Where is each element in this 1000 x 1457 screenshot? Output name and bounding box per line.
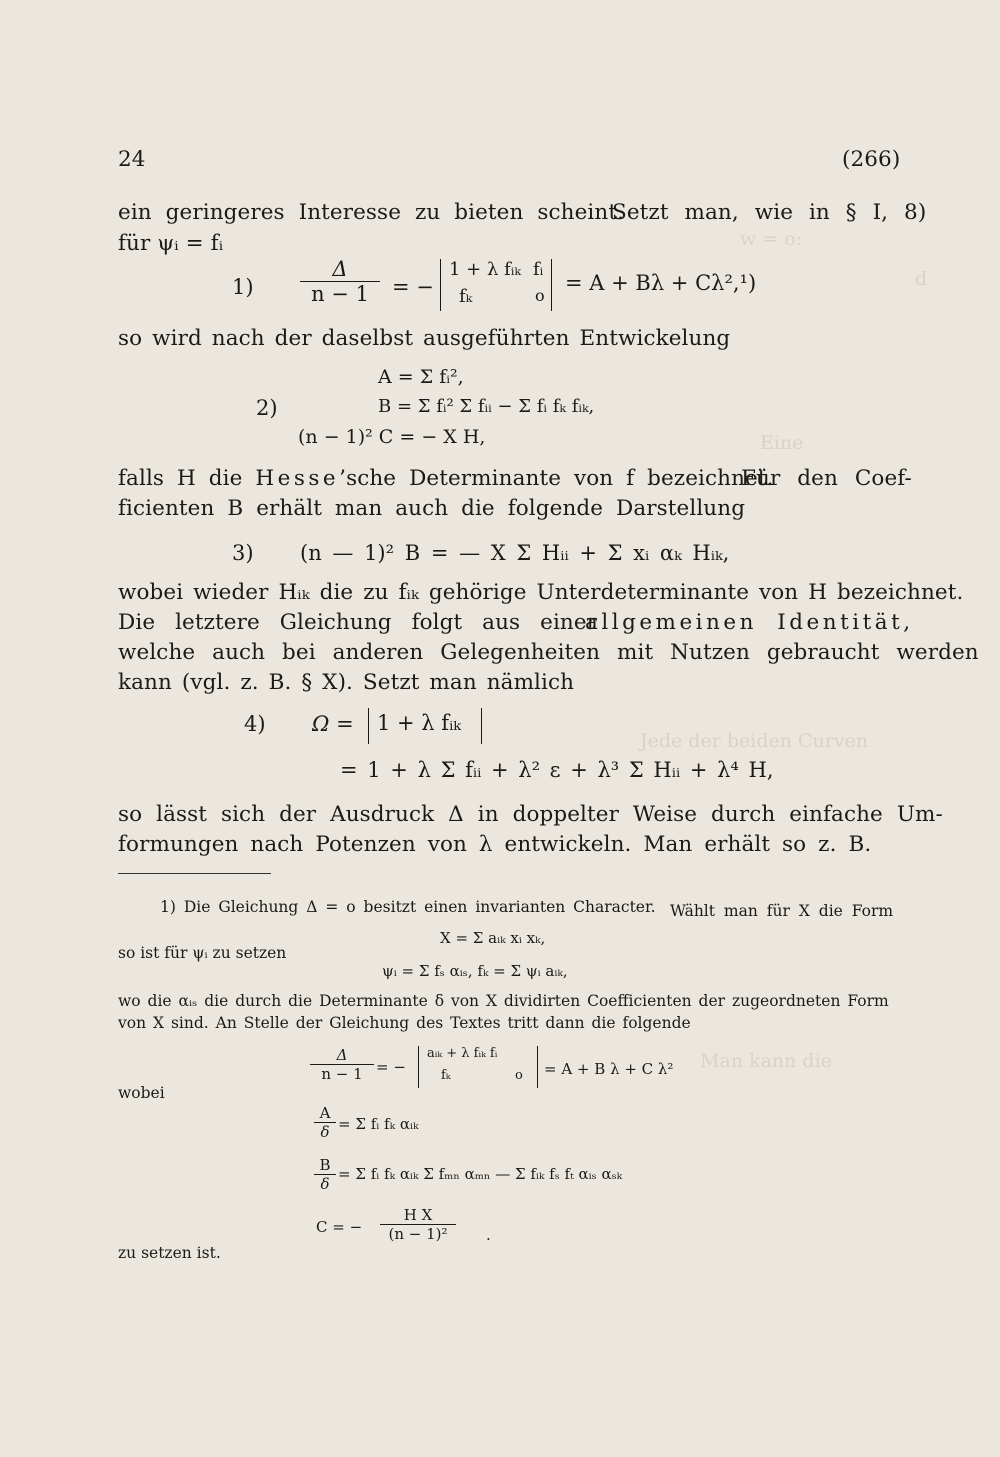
matrix-entry: 1 + λ fᵢₖ (449, 259, 521, 280)
denominator: δ (320, 1123, 330, 1141)
footnote-equation: X = Σ aᵢₖ xᵢ xₖ, (440, 929, 546, 947)
text-line: ein geringeres Interesse zu bieten scheint. (118, 200, 625, 225)
determinant (440, 259, 552, 311)
matrix-entry: o (535, 286, 545, 305)
numerator: H X (380, 1206, 456, 1225)
equation-label: 4) (244, 712, 266, 736)
fraction (314, 1156, 336, 1193)
equation-rhs: = Σ fᵢ fₖ αᵢₖ (338, 1115, 419, 1133)
fraction (314, 1104, 336, 1141)
footnote-line: wobei (118, 1084, 165, 1102)
numerator: A (314, 1104, 336, 1123)
footnote-rule (118, 873, 271, 874)
spaced-text: allgemeinen Identität, (585, 610, 914, 635)
bleed-through-text: w = o: (740, 228, 803, 250)
text-line: Die letztere Gleichung folgt aus einer (118, 610, 598, 635)
equation-rhs: = A + B λ + C λ² (544, 1060, 674, 1078)
footnote-line: zu setzen ist. (118, 1244, 221, 1262)
footnote-line: Wählt man für X die Form (670, 902, 894, 920)
equals-minus: = − (376, 1058, 406, 1076)
footnote-line: von X sind. An Stelle der Gleichung des Textes tritt dann die folgende (118, 1014, 691, 1032)
page-number: 24 (118, 147, 146, 172)
period: . (486, 1226, 491, 1244)
equation-label: 1) (232, 275, 254, 299)
denominator: n − 1 (311, 282, 369, 306)
text-fragment: ’sche Determinante von f bezeichnet. (339, 466, 774, 491)
fraction (310, 1046, 374, 1083)
text-line: so wird nach der daselbst ausgeführten Entwickelung (118, 326, 731, 351)
denominator: n − 1 (321, 1065, 363, 1083)
determinant (418, 1046, 538, 1088)
footnote-equation: ψᵢ = Σ fₛ αᵢₛ, fₖ = Σ ψᵢ aᵢₖ, (382, 962, 568, 980)
text-line: kann (vgl. z. B. § X). Setzt man nämlich (118, 670, 575, 695)
determinant (368, 708, 482, 744)
equals-minus: = − (392, 275, 434, 299)
text-line: so lässt sich der Ausdruck Δ in doppelter Weise durch einfache Um- (118, 802, 943, 827)
footnote-line: wo die αᵢₛ die durch die Determinante δ von X dividirten Coefficienten der zugeordneten Form (118, 992, 889, 1010)
equation-label: 3) (232, 541, 254, 565)
text-line: welche auch bei anderen Gelegenheiten mit Nutzen gebraucht werden (118, 640, 979, 665)
name-hesse: Hesse (255, 466, 340, 491)
equation-rhs: = Σ fᵢ fₖ αᵢₖ Σ fₘₙ αₘₙ — Σ fᵢₖ fₛ fₜ αᵢₛ αₛₖ (338, 1165, 623, 1183)
equation-label: 2) (256, 396, 278, 420)
matrix-entry: aᵢₖ + λ fᵢₖ fᵢ (427, 1046, 498, 1061)
equation-line: (n − 1)² C = − X H, (298, 426, 486, 448)
numerator: B (314, 1156, 336, 1175)
equation-rhs: = A + Bλ + Cλ²,¹) (565, 271, 757, 295)
equation-lhs: C = − (316, 1218, 363, 1236)
text-line: Setzt man, wie in § I, 8) (612, 200, 927, 225)
text-line: formungen nach Potenzen von λ entwickeln. Man erhält so z. B. (118, 832, 872, 857)
equation-line: A = Σ fᵢ², (378, 366, 464, 388)
bleed-through-text: Man kann die (700, 1050, 832, 1072)
matrix-entry: fᵢ (533, 259, 544, 280)
matrix-entry: fₖ (441, 1068, 451, 1083)
equation-line: = 1 + λ Σ fᵢᵢ + λ² ε + λ³ Σ Hᵢᵢ + λ⁴ H, (340, 758, 774, 782)
fraction (300, 257, 380, 306)
text-fragment: falls H die (118, 466, 243, 491)
bracket-page-number: (266) (842, 147, 901, 172)
text-line: ficienten B erhält man auch die folgende Darstellung (118, 496, 746, 521)
text-line: wobei wieder Hᵢₖ die zu fᵢₖ gehörige Unterdeterminante von H bezeichnet. (118, 580, 964, 605)
numerator: Δ (310, 1046, 374, 1065)
bleed-through-text: Eine (760, 432, 804, 454)
denominator: δ (320, 1175, 330, 1193)
bleed-through-text: Jede der beiden Curven (640, 730, 869, 752)
footnote-line: so ist für ψᵢ zu setzen (118, 944, 287, 962)
footnote-line: 1) Die Gleichung Δ = o besitzt einen invarianten Character. (160, 898, 656, 916)
bleed-through-text: d (915, 268, 928, 290)
omega-lhs: Ω = (312, 712, 354, 736)
equation-expression: (n — 1)² B = — X Σ Hᵢᵢ + Σ xᵢ αₖ Hᵢₖ, (300, 541, 730, 565)
text-line: Für den Coef- (741, 466, 912, 491)
equation-line: B = Σ fᵢ² Σ fᵢᵢ − Σ fᵢ fₖ fᵢₖ, (378, 396, 595, 417)
text-line: für ψᵢ = fᵢ (118, 231, 224, 256)
matrix-entry: 1 + λ fᵢₖ (377, 711, 461, 735)
matrix-entry: o (515, 1068, 523, 1083)
denominator: (n − 1)² (388, 1225, 448, 1243)
numerator: Δ (300, 257, 380, 282)
fraction (380, 1206, 456, 1243)
matrix-entry: fₖ (459, 286, 473, 307)
